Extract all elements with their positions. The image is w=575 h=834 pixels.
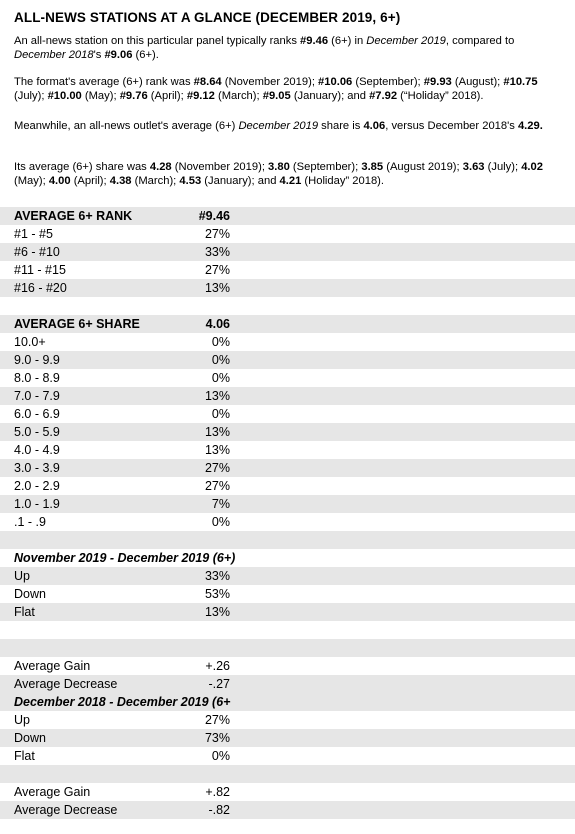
text-run: (September); <box>289 161 362 173</box>
text-run: , versus December 2018's <box>385 120 518 132</box>
row-value: 0% <box>211 749 230 763</box>
period-header-label: November 2019 - December 2019 (6+) <box>14 551 236 565</box>
text-run: #10.00 <box>47 90 82 103</box>
row-label: #1 - #5 <box>14 227 53 241</box>
rank-table <box>0 207 575 315</box>
row-label: 10.0+ <box>14 335 46 349</box>
row-label: 8.0 - 8.9 <box>14 371 60 385</box>
table-row <box>0 657 575 675</box>
text-run: 4.21 <box>279 175 302 188</box>
table-row <box>0 405 575 423</box>
text-run: (November 2019); <box>221 76 319 88</box>
row-label: 5.0 - 5.9 <box>14 425 60 439</box>
row-value: 27% <box>204 713 230 727</box>
text-run: #9.93 <box>423 76 452 88</box>
text-run: (January); and <box>290 90 370 103</box>
row-value: 13% <box>204 425 230 439</box>
spacer-row <box>0 621 575 639</box>
row-label: Down <box>14 731 46 745</box>
table-row <box>0 585 575 603</box>
row-label: Average Decrease <box>14 677 118 691</box>
spacer-row <box>0 297 575 315</box>
text-run: (August 2019); <box>383 161 463 173</box>
intro-paragraph-share-history <box>14 160 569 188</box>
row-value: 73% <box>204 731 230 745</box>
share-header-label: AVERAGE 6+ SHARE <box>14 317 140 331</box>
text-run: (January); and <box>201 175 280 188</box>
text-run: (May); <box>81 90 120 103</box>
text-run: 4.02 <box>521 161 543 173</box>
rank-header-label: AVERAGE 6+ RANK <box>14 209 133 223</box>
row-label: 4.0 - 4.9 <box>14 443 60 457</box>
text-run: share is <box>318 120 364 132</box>
text-run: December 2019 <box>366 35 446 47</box>
table-row <box>0 603 575 621</box>
text-run: 4.29. <box>517 120 543 132</box>
text-run: 4.38 <box>109 175 132 188</box>
table-row <box>0 459 575 477</box>
row-label: Up <box>14 713 30 727</box>
text-run: #9.06 <box>104 49 133 62</box>
row-value: 0% <box>211 371 230 385</box>
period-2-table <box>0 693 575 819</box>
spacer-row <box>0 765 575 783</box>
row-value: +.82 <box>205 785 230 799</box>
spacer-row <box>0 531 575 549</box>
row-label: 9.0 - 9.9 <box>14 353 60 367</box>
row-label: #11 - #15 <box>14 263 66 277</box>
text-run: The format's average (6+) rank was <box>14 76 194 88</box>
row-label: 2.0 - 2.9 <box>14 479 60 493</box>
text-run: An all-news station on this particular panel typically ranks <box>14 35 301 47</box>
table-row <box>0 477 575 495</box>
row-value: +.26 <box>205 659 230 673</box>
rank-header-value: #9.46 <box>198 209 230 223</box>
row-label: 6.0 - 6.9 <box>14 407 60 421</box>
text-run: #10.06 <box>318 76 353 88</box>
row-label: Average Gain <box>14 659 91 673</box>
text-run: 3.63 <box>462 161 485 173</box>
table-row <box>0 351 575 369</box>
table-row <box>0 801 575 819</box>
table-row <box>0 279 575 297</box>
table-row <box>0 261 575 279</box>
text-run: #7.92 <box>369 90 398 103</box>
share-table-header <box>0 315 575 333</box>
text-run: (November 2019); <box>171 161 269 173</box>
row-label: 3.0 - 3.9 <box>14 461 60 475</box>
row-label: #16 - #20 <box>14 281 67 295</box>
row-value: 0% <box>211 353 230 367</box>
period-1-header <box>0 549 575 567</box>
text-run: 4.53 <box>179 175 202 188</box>
table-row <box>0 387 575 405</box>
row-value: 33% <box>204 245 230 259</box>
text-run: (July); <box>14 90 48 103</box>
text-run: Meanwhile, an all-news outlet's average (6+) <box>14 120 239 132</box>
table-row <box>0 747 575 765</box>
rank-table-header <box>0 207 575 225</box>
table-row <box>0 423 575 441</box>
text-run: (Holiday” 2018). <box>301 175 385 188</box>
text-run: (August); <box>451 76 504 88</box>
table-row <box>0 675 575 693</box>
table-row <box>0 225 575 243</box>
table-row <box>0 567 575 585</box>
row-value: 27% <box>204 227 230 241</box>
text-run: 's <box>93 49 105 62</box>
row-label: #6 - #10 <box>14 245 60 259</box>
text-run: Its average (6+) share was <box>14 161 150 173</box>
row-value: 13% <box>204 389 230 403</box>
period-1-table <box>0 549 575 711</box>
text-run: December 2018 <box>14 49 94 62</box>
table-row <box>0 711 575 729</box>
text-run: (March); <box>214 90 263 103</box>
text-run: #9.05 <box>262 90 291 103</box>
row-value: 0% <box>211 515 230 529</box>
row-value: 13% <box>204 281 230 295</box>
row-label: Up <box>14 569 30 583</box>
row-value: 27% <box>204 479 230 493</box>
table-row <box>0 729 575 747</box>
table-row <box>0 441 575 459</box>
row-value: 13% <box>204 443 230 457</box>
share-table <box>0 315 575 549</box>
text-run: #8.64 <box>193 76 222 88</box>
row-label: Flat <box>14 749 35 763</box>
text-run: (September); <box>352 76 424 88</box>
row-label: 7.0 - 7.9 <box>14 389 60 403</box>
text-run: 3.80 <box>268 161 290 173</box>
text-run: , compared to <box>445 35 515 47</box>
text-run: (6+). <box>132 49 159 62</box>
row-label: 1.0 - 1.9 <box>14 497 60 511</box>
row-value: 0% <box>211 407 230 421</box>
text-run: 4.00 <box>48 175 71 188</box>
text-run: (April); <box>147 90 187 103</box>
row-label: Average Decrease <box>14 803 118 817</box>
row-label: Average Gain <box>14 785 91 799</box>
table-row <box>0 243 575 261</box>
text-run: (July); <box>484 161 522 173</box>
row-value: 13% <box>204 605 230 619</box>
intro-paragraph-rank-history <box>14 75 569 103</box>
text-run: (March); <box>131 175 180 188</box>
row-value: -.82 <box>208 803 230 817</box>
text-run: December 2019 <box>238 120 319 132</box>
text-run: #9.46 <box>300 35 329 47</box>
row-label: Down <box>14 587 46 601</box>
text-run: #9.12 <box>186 90 215 103</box>
table-row <box>0 495 575 513</box>
text-run: 4.28 <box>149 161 172 173</box>
text-run: 4.06 <box>363 120 386 132</box>
table-row <box>0 369 575 387</box>
text-run: #9.76 <box>119 90 148 103</box>
text-run: (May); <box>14 175 49 188</box>
text-run: 3.85 <box>361 161 384 173</box>
row-value: -.27 <box>208 677 230 691</box>
spacer-row <box>0 639 575 657</box>
text-run: (April); <box>70 175 110 188</box>
row-label: Flat <box>14 605 35 619</box>
table-row <box>0 333 575 351</box>
text-run: #10.75 <box>503 76 538 88</box>
table-row <box>0 783 575 801</box>
row-value: 27% <box>204 263 230 277</box>
intro-paragraph-share <box>14 119 569 133</box>
row-value: 0% <box>211 335 230 349</box>
text-run: (“Holiday” 2018). <box>397 90 484 103</box>
row-value: 33% <box>204 569 230 583</box>
intro-paragraph-rank <box>14 34 569 62</box>
text-run: (6+) in <box>328 35 367 47</box>
row-value: 27% <box>204 461 230 475</box>
row-value: 53% <box>204 587 230 601</box>
period-header-label: December 2018 - December 2019 (6+ <box>14 695 231 709</box>
row-label: .1 - .9 <box>14 515 46 529</box>
row-value: 7% <box>211 497 230 511</box>
share-header-value: 4.06 <box>205 317 230 331</box>
table-row <box>0 513 575 531</box>
period-2-header <box>0 693 575 711</box>
page-title: ALL-NEWS STATIONS AT A GLANCE (DECEMBER 2019, 6+) <box>14 10 401 25</box>
